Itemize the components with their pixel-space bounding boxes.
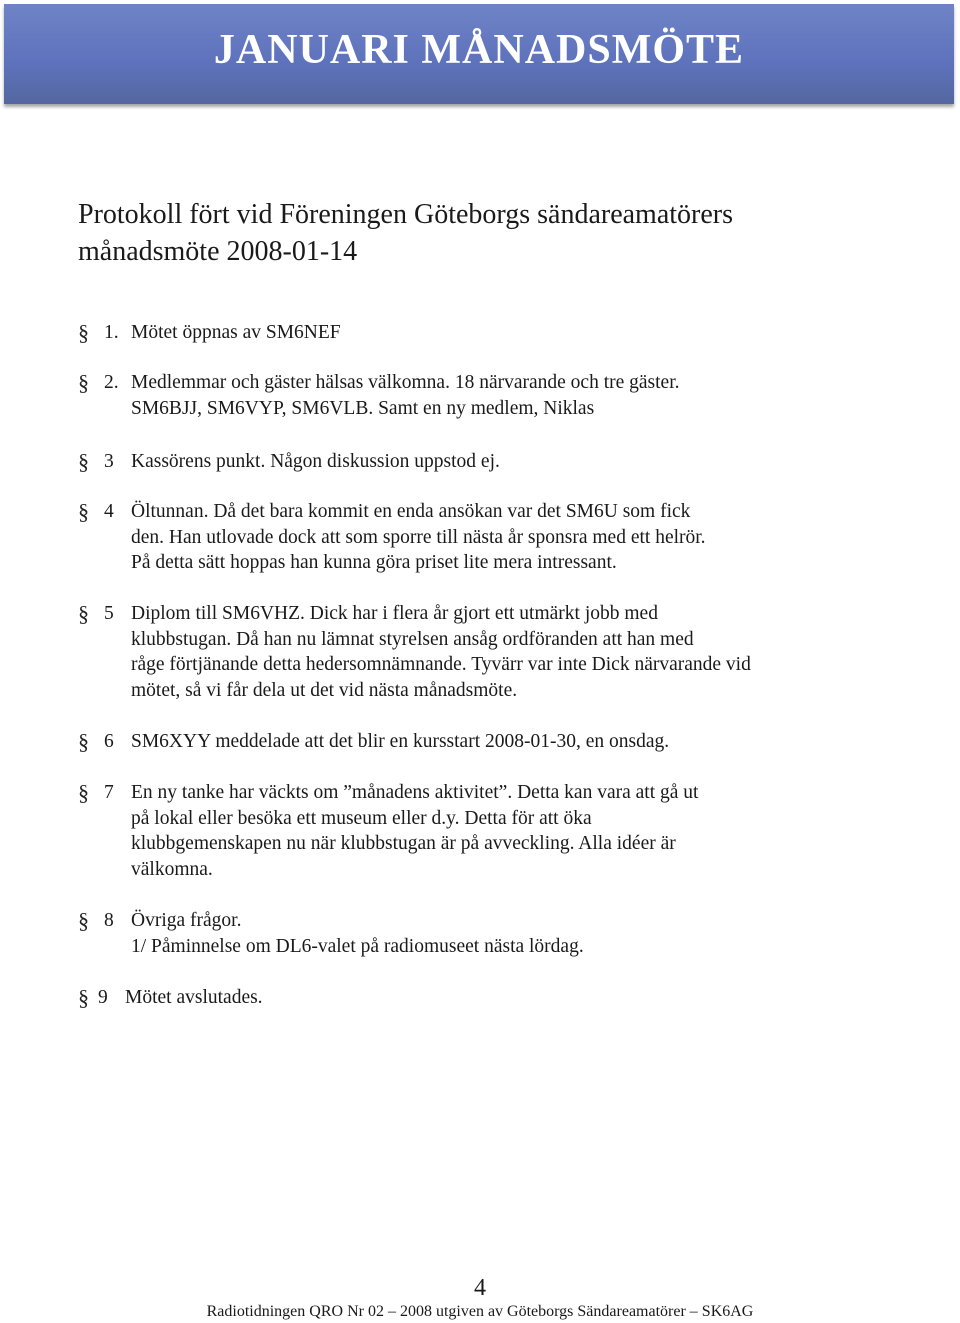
- section-sign-icon: §: [78, 320, 89, 345]
- document-title-line-2: månadsmöte 2008-01-14: [78, 236, 358, 267]
- section-sign-icon: §: [78, 985, 89, 1010]
- item-number: 7: [104, 782, 114, 803]
- item-number: 8: [104, 910, 114, 931]
- item-text: Övriga frågor. 1/ Påminnelse om DL6-valet på radiomuseet nästa lördag.: [131, 910, 584, 957]
- item-number: 6: [104, 731, 114, 752]
- item-text: Medlemmar och gäster hälsas välkomna. 18 närvarande och tre gäster. SM6BJJ, SM6VYP, SM6VLB. Samt en ny medlem, Niklas: [131, 372, 680, 419]
- section-sign-icon: §: [78, 601, 89, 626]
- section-sign-icon: §: [78, 729, 89, 754]
- item-number: 5: [104, 603, 114, 624]
- document-title-line-1: Protokoll fört vid Föreningen Göteborgs sändareamatörers: [78, 199, 734, 230]
- item-number: 9: [98, 987, 108, 1008]
- banner-title: JANUARI MÅNADSMÖTE: [213, 27, 745, 73]
- document-title: [78, 196, 898, 270]
- header-banner: [4, 4, 954, 104]
- section-sign-icon: §: [78, 370, 89, 395]
- section-sign-icon: §: [78, 449, 89, 474]
- item-number: 1.: [104, 322, 119, 343]
- page-footer: Radiotidningen QRO Nr 02 – 2008 utgiven av Göteborgs Sändareamatörer – SK6AG: [206, 1303, 754, 1320]
- section-sign-icon: §: [78, 780, 89, 805]
- item-text: Mötet avslutades.: [125, 987, 263, 1008]
- item-number: 2.: [104, 372, 119, 393]
- page-number: 4: [474, 1275, 486, 1301]
- section-sign-icon: §: [78, 908, 89, 933]
- item-text: Mötet öppnas av SM6NEF: [131, 322, 341, 343]
- item-number: 4: [104, 501, 114, 522]
- item-text: Kassörens punkt. Någon diskussion uppstod ej.: [131, 451, 500, 472]
- section-sign-icon: §: [78, 499, 89, 524]
- item-text: SM6XYY meddelade att det blir en kursstart 2008-01-30, en onsdag.: [131, 731, 670, 752]
- item-text: En ny tanke har väckts om ”månadens aktivitet”. Detta kan vara att gå ut på lokal eller besöka ett museum eller d.y. Detta för att öka klubbgemenskapen nu när klubbstugan är på avveckling. Alla idéer är välkomna.: [131, 782, 699, 880]
- item-text: Öltunnan. Då det bara kommit en enda ansökan var det SM6U som fick den. Han utlovade dock att som sporre till nästa år sponsra med ett helrör. På detta sätt hoppas han kunna göra priset lite mera intressant.: [131, 501, 706, 574]
- item-number: 3: [104, 451, 114, 472]
- item-text: Diplom till SM6VHZ. Dick har i flera år gjort ett utmärkt jobb med klubbstugan. Då han nu lämnat styrelsen ansåg ordföranden att han med råge förtjänande detta hedersomnämnande. Tyvärr var inte Dick närvarande vid mötet, så vi får dela ut det vid nästa månadsmöte.: [131, 603, 751, 701]
